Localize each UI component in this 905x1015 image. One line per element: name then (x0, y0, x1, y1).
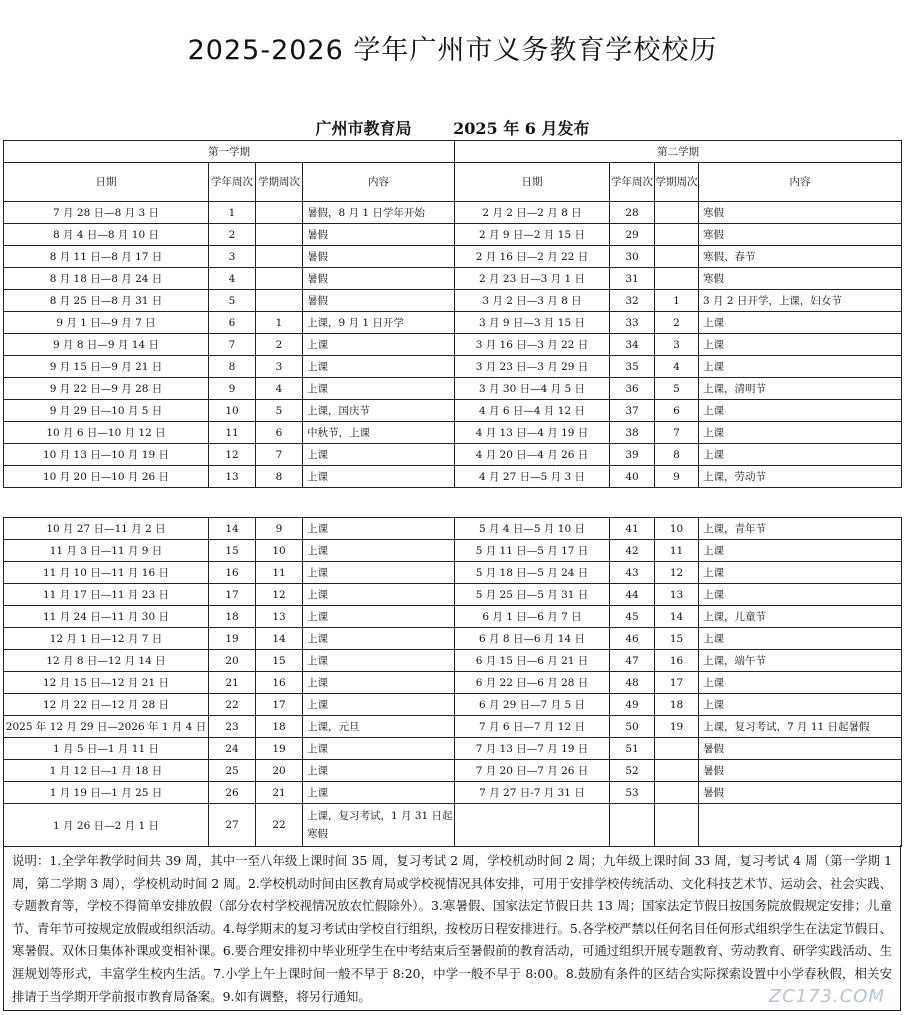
year-week-cell: 53 (610, 782, 655, 804)
term-week-cell: 1 (256, 312, 303, 334)
table-row (4, 246, 902, 268)
term-week-cell: 13 (256, 606, 303, 628)
term-week-cell (256, 202, 303, 224)
term-week-cell (256, 224, 303, 246)
table-row (4, 378, 902, 400)
table-row (4, 540, 902, 562)
term-week-cell: 17 (256, 694, 303, 716)
date-cell: 3 月 9 日—3 月 15 日 (455, 312, 610, 334)
watermark: ZC173.COM (768, 986, 885, 1007)
term-week-cell (655, 224, 699, 246)
year-week-cell: 27 (209, 804, 256, 847)
content-cell: 暑假 (303, 224, 455, 246)
content-cell: 上课 (303, 378, 455, 400)
content-cell: 暑假 (699, 782, 902, 804)
date-cell: 6 月 1 日—6 月 7 日 (455, 606, 610, 628)
content-cell: 上课 (303, 782, 455, 804)
date-cell: 9 月 8 日—9 月 14 日 (4, 334, 209, 356)
date-cell: 5 月 18 日—5 月 24 日 (455, 562, 610, 584)
content-cell: 上课 (303, 334, 455, 356)
term-week-cell: 18 (256, 716, 303, 738)
content-cell: 上课 (303, 444, 455, 466)
date-cell: 12 月 22 日—12 月 28 日 (4, 694, 209, 716)
year-week-cell: 31 (610, 268, 655, 290)
term-week-cell (256, 268, 303, 290)
date-cell: 3 月 30 日—4 月 5 日 (455, 378, 610, 400)
content-cell: 上课 (699, 400, 902, 422)
date-cell: 2 月 2 日—2 月 8 日 (455, 202, 610, 224)
year-week-cell: 12 (209, 444, 256, 466)
content-cell: 上课 (699, 672, 902, 694)
year-week-cell: 16 (209, 562, 256, 584)
year-week-cell: 15 (209, 540, 256, 562)
table-row (4, 268, 902, 290)
date-cell: 6 月 22 日—6 月 28 日 (455, 672, 610, 694)
col-year-week: 学年周次 (610, 163, 655, 202)
year-week-cell: 32 (610, 290, 655, 312)
content-cell: 上课 (303, 628, 455, 650)
term-week-cell: 10 (655, 518, 699, 540)
year-week-cell: 34 (610, 334, 655, 356)
content-cell: 上课，儿童节 (699, 606, 902, 628)
year-week-cell: 52 (610, 760, 655, 782)
term-week-cell: 7 (256, 444, 303, 466)
semester-1-header: 第一学期 (4, 141, 455, 163)
term-week-cell: 20 (256, 760, 303, 782)
date-cell: 4 月 6 日—4 月 12 日 (455, 400, 610, 422)
table-row (4, 518, 902, 540)
year-week-cell: 11 (209, 422, 256, 444)
date-cell: 10 月 20 日—10 月 26 日 (4, 466, 209, 488)
year-week-cell: 50 (610, 716, 655, 738)
term-week-cell: 2 (655, 312, 699, 334)
term-week-cell (655, 760, 699, 782)
term-week-cell: 14 (655, 606, 699, 628)
year-week-cell: 25 (209, 760, 256, 782)
year-week-cell: 4 (209, 268, 256, 290)
date-cell: 7 月 20 日—7 月 26 日 (455, 760, 610, 782)
content-cell: 上课，劳动节 (699, 466, 902, 488)
content-cell: 上课 (303, 540, 455, 562)
year-week-cell: 36 (610, 378, 655, 400)
date-cell: 7 月 13 日—7 月 19 日 (455, 738, 610, 760)
year-week-cell: 2 (209, 224, 256, 246)
term-week-cell: 13 (655, 584, 699, 606)
term-week-cell (256, 290, 303, 312)
date-cell: 12 月 15 日—12 月 21 日 (4, 672, 209, 694)
content-cell: 上课，国庆节 (303, 400, 455, 422)
date-cell: 5 月 25 日—5 月 31 日 (455, 584, 610, 606)
term-week-cell: 14 (256, 628, 303, 650)
date-cell: 3 月 16 日—3 月 22 日 (455, 334, 610, 356)
date-cell: 2 月 16 日—2 月 22 日 (455, 246, 610, 268)
date-cell: 5 月 11 日—5 月 17 日 (455, 540, 610, 562)
content-cell (699, 804, 902, 847)
table-row (4, 650, 902, 672)
year-week-cell: 28 (610, 202, 655, 224)
year-week-cell: 40 (610, 466, 655, 488)
content-cell: 上课 (303, 738, 455, 760)
date-cell: 3 月 2 日—3 月 8 日 (455, 290, 610, 312)
table-row (4, 672, 902, 694)
year-week-cell: 41 (610, 518, 655, 540)
term-week-cell: 4 (655, 356, 699, 378)
date-cell: 5 月 4 日—5 月 10 日 (455, 518, 610, 540)
year-week-cell: 19 (209, 628, 256, 650)
year-week-cell: 10 (209, 400, 256, 422)
year-week-cell: 42 (610, 540, 655, 562)
year-week-cell: 18 (209, 606, 256, 628)
year-week-cell (610, 804, 655, 847)
year-week-cell: 24 (209, 738, 256, 760)
content-cell: 上课，9 月 1 日开学 (303, 312, 455, 334)
term-week-cell: 8 (256, 466, 303, 488)
calendar-table-bottom (3, 517, 902, 847)
term-week-cell: 5 (256, 400, 303, 422)
year-week-cell: 44 (610, 584, 655, 606)
term-week-cell: 16 (256, 672, 303, 694)
year-week-cell: 46 (610, 628, 655, 650)
year-week-cell: 33 (610, 312, 655, 334)
content-cell: 上课 (303, 672, 455, 694)
term-week-cell (655, 782, 699, 804)
content-cell: 上课 (699, 628, 902, 650)
term-week-cell: 19 (256, 738, 303, 760)
content-cell: 上课 (699, 312, 902, 334)
content-cell: 上课 (699, 694, 902, 716)
content-cell: 上课 (303, 518, 455, 540)
term-week-cell (655, 738, 699, 760)
term-week-cell: 2 (256, 334, 303, 356)
date-cell (455, 804, 610, 847)
table-row (4, 444, 902, 466)
publisher-line (0, 116, 905, 139)
table-row (4, 584, 902, 606)
content-cell: 上课 (303, 562, 455, 584)
date-cell: 4 月 20 日—4 月 26 日 (455, 444, 610, 466)
year-week-cell: 45 (610, 606, 655, 628)
date-cell: 2025 年 12 月 29 日—2026 年 1 月 4 日 (4, 716, 209, 738)
date-cell: 1 月 12 日—1 月 18 日 (4, 760, 209, 782)
term-week-cell: 3 (256, 356, 303, 378)
date-cell: 8 月 25 日—8 月 31 日 (4, 290, 209, 312)
term-week-cell: 6 (655, 400, 699, 422)
date-cell: 1 月 19 日—1 月 25 日 (4, 782, 209, 804)
term-week-cell: 3 (655, 334, 699, 356)
term-week-cell: 8 (655, 444, 699, 466)
content-cell: 上课 (699, 444, 902, 466)
year-week-cell: 37 (610, 400, 655, 422)
table-row (4, 224, 902, 246)
content-cell: 暑假，8 月 1 日学年开始 (303, 202, 455, 224)
year-week-cell: 48 (610, 672, 655, 694)
term-week-cell: 16 (655, 650, 699, 672)
content-cell: 上课，清明节 (699, 378, 902, 400)
semester-2-header: 第二学期 (455, 141, 902, 163)
term-week-cell: 18 (655, 694, 699, 716)
term-week-cell: 12 (256, 584, 303, 606)
year-week-cell: 17 (209, 584, 256, 606)
table-row (4, 202, 902, 224)
year-week-cell: 22 (209, 694, 256, 716)
content-cell: 寒假 (699, 202, 902, 224)
content-cell: 上课 (699, 540, 902, 562)
term-week-cell (256, 246, 303, 268)
date-cell: 8 月 11 日—8 月 17 日 (4, 246, 209, 268)
year-week-cell: 39 (610, 444, 655, 466)
col-date: 日期 (4, 163, 209, 202)
year-week-cell: 51 (610, 738, 655, 760)
date-cell: 9 月 22 日—9 月 28 日 (4, 378, 209, 400)
date-cell: 7 月 27 日-7 月 31 日 (455, 782, 610, 804)
date-cell: 6 月 8 日—6 月 14 日 (455, 628, 610, 650)
year-week-cell: 43 (610, 562, 655, 584)
page-title: 2025-2026 学年广州市义务教育学校校历 (187, 35, 718, 66)
term-week-cell: 15 (256, 650, 303, 672)
term-week-cell (655, 202, 699, 224)
date-cell: 2 月 23 日—3 月 1 日 (455, 268, 610, 290)
date-cell: 1 月 5 日—1 月 11 日 (4, 738, 209, 760)
year-week-cell: 6 (209, 312, 256, 334)
year-week-cell: 9 (209, 378, 256, 400)
content-cell: 上课 (303, 650, 455, 672)
content-cell: 寒假、春节 (699, 246, 902, 268)
table-row (4, 760, 902, 782)
content-cell: 中秋节，上课 (303, 422, 455, 444)
term-week-cell: 1 (655, 290, 699, 312)
term-week-cell: 10 (256, 540, 303, 562)
content-cell: 上课，青年节 (699, 518, 902, 540)
content-cell: 上课 (699, 356, 902, 378)
date-cell: 12 月 1 日—12 月 7 日 (4, 628, 209, 650)
term-week-cell: 5 (655, 378, 699, 400)
term-week-cell: 12 (655, 562, 699, 584)
date-cell: 8 月 4 日—8 月 10 日 (4, 224, 209, 246)
content-cell: 上课，元旦 (303, 716, 455, 738)
content-cell: 暑假 (303, 268, 455, 290)
term-week-cell: 11 (655, 540, 699, 562)
table-row (4, 738, 902, 760)
table-row (4, 694, 902, 716)
content-cell: 上课 (303, 760, 455, 782)
year-week-cell: 14 (209, 518, 256, 540)
content-cell: 上课 (303, 466, 455, 488)
content-cell: 上课 (303, 356, 455, 378)
date-cell: 9 月 15 日—9 月 21 日 (4, 356, 209, 378)
date-cell: 10 月 13 日—10 月 19 日 (4, 444, 209, 466)
term-week-cell: 17 (655, 672, 699, 694)
term-week-cell: 22 (256, 804, 303, 847)
date-cell: 12 月 8 日—12 月 14 日 (4, 650, 209, 672)
date-cell: 7 月 6 日—7 月 12 日 (455, 716, 610, 738)
term-week-cell: 15 (655, 628, 699, 650)
table-row (4, 290, 902, 312)
year-week-cell: 1 (209, 202, 256, 224)
year-week-cell: 35 (610, 356, 655, 378)
date-cell: 9 月 1 日—9 月 7 日 (4, 312, 209, 334)
content-cell: 上课，复习考试，1 月 31 日起寒假 (303, 804, 455, 847)
col-year-week: 学年周次 (209, 163, 256, 202)
date-cell: 4 月 27 日—5 月 3 日 (455, 466, 610, 488)
date-cell: 1 月 26 日—2 月 1 日 (4, 804, 209, 847)
year-week-cell: 7 (209, 334, 256, 356)
content-cell: 暑假 (699, 738, 902, 760)
date-cell: 6 月 29 日—7 月 5 日 (455, 694, 610, 716)
date-cell: 6 月 15 日—6 月 21 日 (455, 650, 610, 672)
date-cell: 7 月 28 日—8 月 3 日 (4, 202, 209, 224)
content-cell: 上课 (699, 422, 902, 444)
term-week-cell (655, 268, 699, 290)
year-week-cell: 13 (209, 466, 256, 488)
date-cell: 9 月 29 日—10 月 5 日 (4, 400, 209, 422)
table-row (4, 466, 902, 488)
content-cell: 暑假 (303, 290, 455, 312)
term-week-cell (655, 246, 699, 268)
year-week-cell: 47 (610, 650, 655, 672)
content-cell: 上课，端午节 (699, 650, 902, 672)
date-cell: 11 月 17 日—11 月 23 日 (4, 584, 209, 606)
year-week-cell: 38 (610, 422, 655, 444)
content-cell: 3 月 2 日开学，上课，妇女节 (699, 290, 902, 312)
col-term-week: 学期周次 (655, 163, 699, 202)
year-week-cell: 5 (209, 290, 256, 312)
publish-date: 2025 年 6 月发布 (453, 119, 590, 138)
date-cell: 3 月 23 日—3 月 29 日 (455, 356, 610, 378)
term-week-cell: 21 (256, 782, 303, 804)
notes: 说明：1.全学年教学时间共 39 周，其中一至八年级上课时间 35 周，复习考试 2 周，学校机动时间 2 周；九年级上课时间 33 周，复习考试 4 周（第一学期 1 周，第二学期 3 周），学校机动时间 2 周。2.学校机动时间由区教育局或学校视情况具体安排，可用于安排学校传统活动、文化科技艺术节、运动会、社会实践、专题教育等，学校不得简单安排放假（部分农村学校视情况放农忙假除外）。3.寒暑假、国家法定节假日共 13 周；国家法定节假日按国务院放假规定安排；儿童节、青年节可按规定放假或组织活动。4.每学期末的复习考试由学校自行组织，按校历日程安排进行。5.各学校严禁以任何名目任何形式组织学生在法定节假日、寒暑假、双休日集体补课或变相补课。6.要合理安排初中毕业班学生在中考结束后至暑假前的教育活动，可通过组织开展专题教育、劳动教育、研学实践活动、生涯规划等形式，丰富学生校内生活。7.小学上午上课时间一般不早于 8:20，中学一般不早于 8:00。8.鼓励有条件的区结合实际探索设置中小学春秋假，相关安排请于当学期开学前报市教育局备案。9.如有调整，将另行通知。 (3, 845, 901, 1011)
table-row (4, 562, 902, 584)
content-cell: 暑假 (303, 246, 455, 268)
date-cell: 10 月 27 日—11 月 2 日 (4, 518, 209, 540)
term-week-cell: 9 (256, 518, 303, 540)
table-row (4, 400, 902, 422)
content-cell: 上课，复习考试，7 月 11 日起暑假 (699, 716, 902, 738)
col-content: 内容 (303, 163, 455, 202)
year-week-cell: 23 (209, 716, 256, 738)
content-cell: 上课 (303, 606, 455, 628)
term-week-cell: 11 (256, 562, 303, 584)
table-row (4, 334, 902, 356)
term-week-cell: 7 (655, 422, 699, 444)
date-cell: 2 月 9 日—2 月 15 日 (455, 224, 610, 246)
table-row (4, 804, 902, 847)
content-cell: 上课 (699, 334, 902, 356)
content-cell: 暑假 (699, 760, 902, 782)
table-row (4, 356, 902, 378)
year-week-cell: 30 (610, 246, 655, 268)
content-cell: 上课 (699, 562, 902, 584)
publisher-name: 广州市教育局 (315, 119, 412, 138)
date-cell: 4 月 13 日—4 月 19 日 (455, 422, 610, 444)
year-week-cell: 8 (209, 356, 256, 378)
year-week-cell: 21 (209, 672, 256, 694)
table-row (4, 716, 902, 738)
content-cell: 寒假 (699, 224, 902, 246)
year-week-cell: 26 (209, 782, 256, 804)
table-row (4, 782, 902, 804)
content-cell: 上课 (303, 694, 455, 716)
date-cell: 11 月 3 日—11 月 9 日 (4, 540, 209, 562)
term-week-cell: 6 (256, 422, 303, 444)
calendar-table-top (3, 140, 902, 488)
year-week-cell: 49 (610, 694, 655, 716)
date-cell: 11 月 24 日—11 月 30 日 (4, 606, 209, 628)
year-week-cell: 29 (610, 224, 655, 246)
term-week-cell: 19 (655, 716, 699, 738)
date-cell: 11 月 10 日—11 月 16 日 (4, 562, 209, 584)
col-content: 内容 (699, 163, 902, 202)
term-week-cell: 4 (256, 378, 303, 400)
table-row (4, 422, 902, 444)
table-row (4, 606, 902, 628)
date-cell: 8 月 18 日—8 月 24 日 (4, 268, 209, 290)
content-cell: 寒假 (699, 268, 902, 290)
term-week-cell: 9 (655, 466, 699, 488)
term-week-cell (655, 804, 699, 847)
table-row (4, 312, 902, 334)
content-cell: 上课 (699, 584, 902, 606)
date-cell: 10 月 6 日—10 月 12 日 (4, 422, 209, 444)
year-week-cell: 3 (209, 246, 256, 268)
year-week-cell: 20 (209, 650, 256, 672)
col-term-week: 学期周次 (256, 163, 303, 202)
content-cell: 上课 (303, 584, 455, 606)
table-row (4, 628, 902, 650)
col-date: 日期 (455, 163, 610, 202)
